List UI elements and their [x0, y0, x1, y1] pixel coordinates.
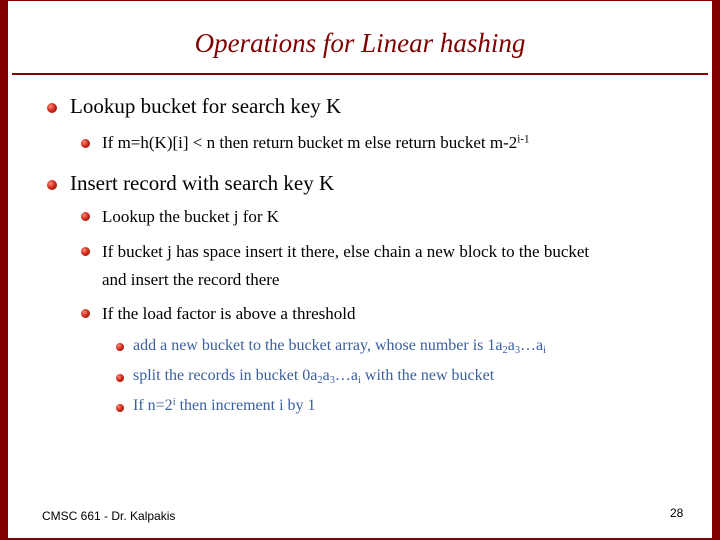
- superscript: i: [172, 396, 176, 408]
- bullet-add-bucket: [133, 337, 546, 355]
- subscript: 2: [502, 345, 508, 357]
- increment-text: If n=2: [133, 397, 173, 414]
- lookup-rule-exponent: i-1: [517, 133, 530, 146]
- bullet-split: [133, 367, 494, 385]
- bullet-icon: [116, 374, 124, 382]
- bullet-lookup: Lookup bucket for search key K: [70, 94, 342, 118]
- bullet-icon: [81, 212, 90, 221]
- subscript: 3: [329, 375, 335, 387]
- title-divider: [12, 73, 708, 75]
- bullet-icon: [116, 343, 124, 351]
- bullet-insert: Insert record with search key K: [70, 171, 335, 195]
- bullet-icon: [116, 404, 124, 412]
- bullet-insert-space-line1: If bucket j has space insert it there, else chain a new block to the bucket: [102, 242, 590, 261]
- page-number: 28: [670, 506, 684, 520]
- lookup-rule-text: If m=h(K)[i] < n then return bucket m else return bucket m-2: [102, 133, 518, 152]
- split-text: split the records in bucket 0a: [133, 367, 318, 384]
- subscript: 3: [514, 345, 521, 357]
- bullet-insert-space-line2: and insert the record there: [102, 270, 280, 289]
- subscript: i: [543, 345, 547, 357]
- bullet-insert-threshold: If the load factor is above a threshold: [102, 304, 356, 323]
- footer-course: CMSC 661 - Dr. Kalpakis: [42, 509, 176, 523]
- split-text: a: [322, 367, 330, 384]
- split-text: …a: [334, 367, 359, 384]
- slide-title: Operations for Linear hashing: [194, 28, 526, 58]
- bullet-icon: [81, 247, 90, 256]
- bullet-increment: [133, 397, 316, 415]
- bullet-icon: [81, 139, 90, 148]
- add-bucket-text: a: [507, 337, 515, 354]
- add-bucket-text: …a: [520, 337, 544, 354]
- bullet-icon: [47, 103, 57, 113]
- subscript: 2: [317, 375, 323, 387]
- subscript: i: [358, 375, 361, 387]
- split-text: with the new bucket: [360, 367, 495, 384]
- bullet-icon: [81, 309, 90, 318]
- add-bucket-text: add a new bucket to the bucket array, whose number is 1a: [133, 337, 503, 354]
- increment-text: then increment i by 1: [175, 397, 316, 414]
- bullet-lookup-rule: [102, 133, 530, 153]
- bullet-insert-find: Lookup the bucket j for K: [102, 207, 280, 226]
- bullet-icon: [47, 180, 57, 190]
